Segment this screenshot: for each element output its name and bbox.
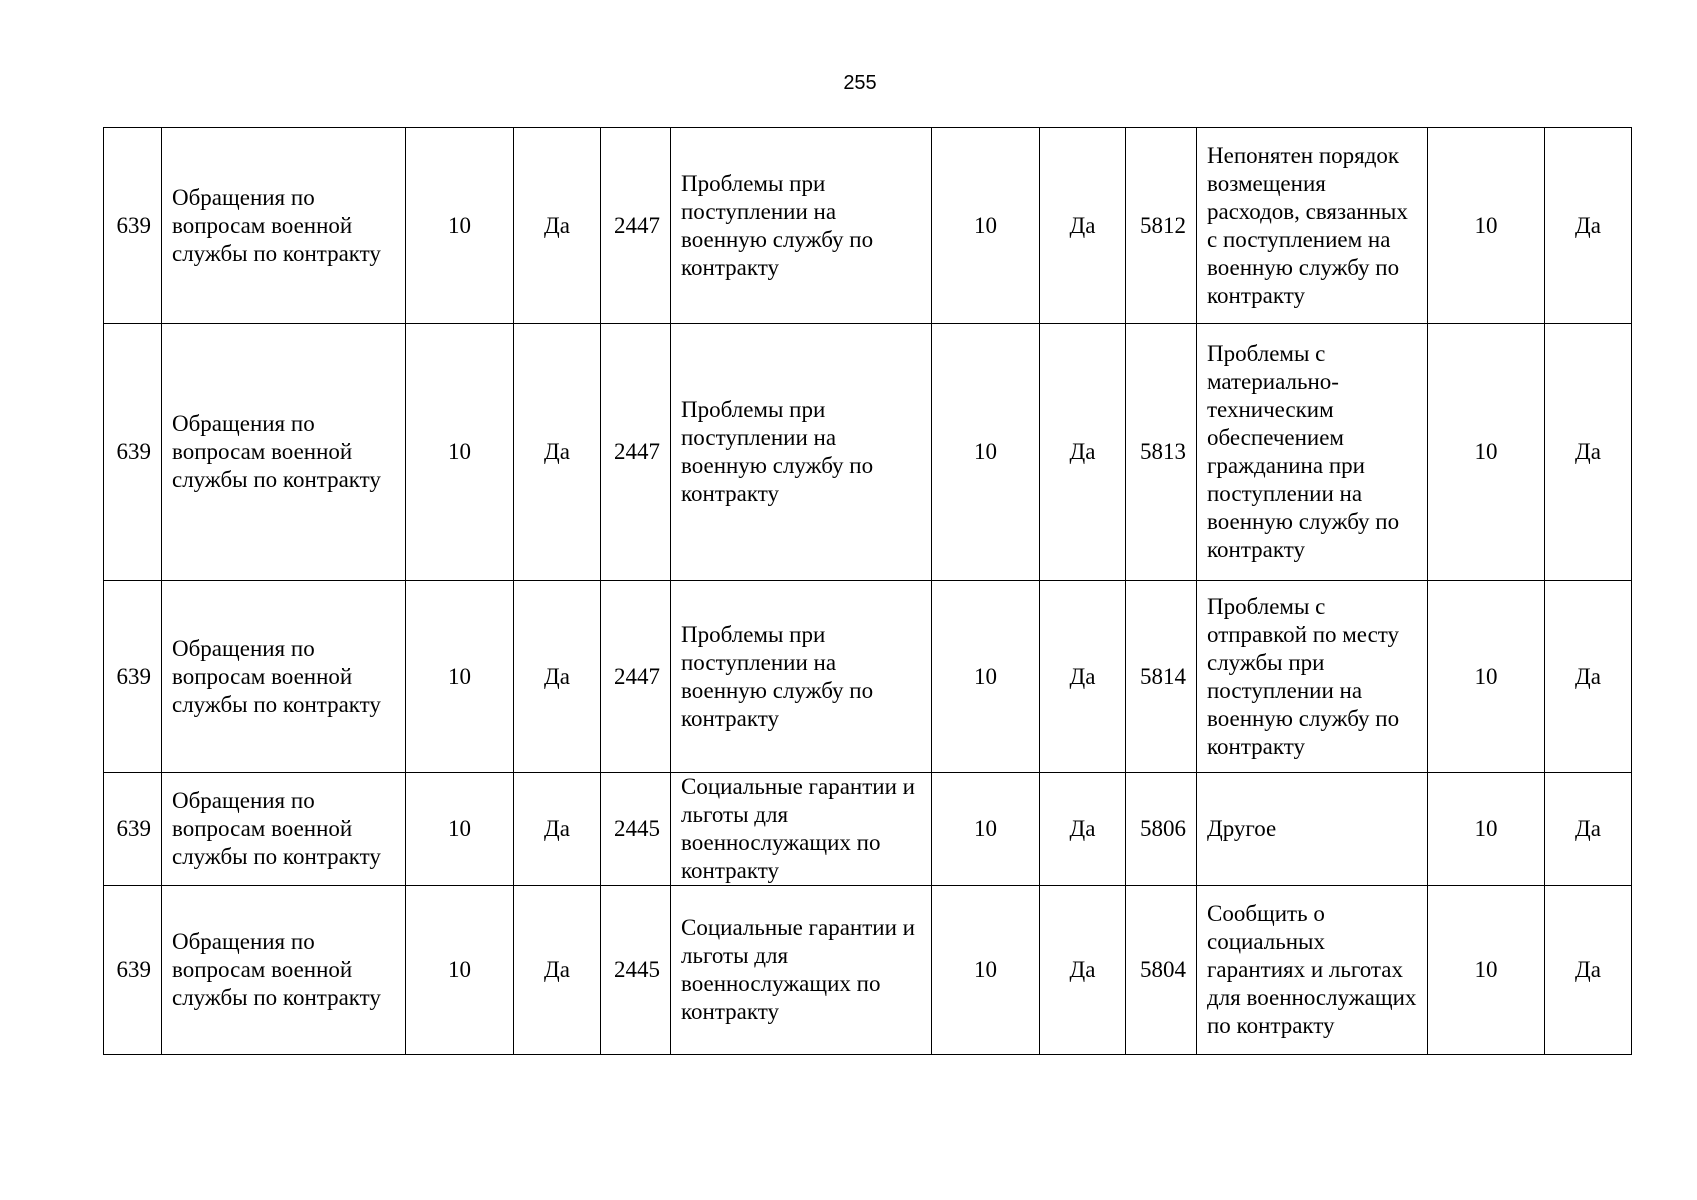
- theme-days-cell: 10: [406, 324, 514, 581]
- theme-code-cell: 639: [104, 886, 162, 1055]
- theme-name-cell: Обращения по вопросам военной службы по контракту: [162, 128, 406, 324]
- theme-days-cell: 10: [406, 128, 514, 324]
- topic-code-cell: 2447: [601, 128, 671, 324]
- topic-code-cell: 2445: [601, 886, 671, 1055]
- subtopic-code-cell: 5806: [1126, 773, 1197, 886]
- subtopic-flag-cell: Да: [1545, 581, 1632, 773]
- topic-days-cell: 10: [932, 128, 1040, 324]
- theme-flag-cell: Да: [514, 324, 601, 581]
- theme-code-cell: 639: [104, 581, 162, 773]
- topic-flag-cell: Да: [1040, 581, 1126, 773]
- topic-days-cell: 10: [932, 773, 1040, 886]
- subtopic-flag-cell: Да: [1545, 324, 1632, 581]
- subtopic-flag-cell: Да: [1545, 773, 1632, 886]
- topic-days-cell: 10: [932, 324, 1040, 581]
- topic-code-cell: 2447: [601, 581, 671, 773]
- subtopic-code-cell: 5812: [1126, 128, 1197, 324]
- topic-flag-cell: Да: [1040, 324, 1126, 581]
- theme-flag-cell: Да: [514, 886, 601, 1055]
- theme-code-cell: 639: [104, 773, 162, 886]
- topic-name-cell: Социальные гарантии и льготы для военнослужащих по контракту: [671, 886, 932, 1055]
- classification-table: [103, 127, 1632, 1055]
- theme-name-cell: Обращения по вопросам военной службы по контракту: [162, 773, 406, 886]
- topic-days-cell: 10: [932, 886, 1040, 1055]
- topic-name-cell: Проблемы при поступлении на военную службу по контракту: [671, 128, 932, 324]
- subtopic-code-cell: 5814: [1126, 581, 1197, 773]
- topic-code-cell: 2447: [601, 324, 671, 581]
- subtopic-code-cell: 5813: [1126, 324, 1197, 581]
- subtopic-flag-cell: Да: [1545, 886, 1632, 1055]
- topic-days-cell: 10: [932, 581, 1040, 773]
- topic-flag-cell: Да: [1040, 773, 1126, 886]
- table-row: [104, 128, 1632, 324]
- theme-name-cell: Обращения по вопросам военной службы по контракту: [162, 324, 406, 581]
- topic-name-cell: Проблемы при поступлении на военную службу по контракту: [671, 581, 932, 773]
- theme-days-cell: 10: [406, 886, 514, 1055]
- subtopic-name-cell: Другое: [1197, 773, 1428, 886]
- table-row: [104, 886, 1632, 1055]
- topic-flag-cell: Да: [1040, 128, 1126, 324]
- topic-name-cell: Социальные гарантии и льготы для военнослужащих по контракту: [671, 773, 932, 886]
- subtopic-days-cell: 10: [1428, 324, 1545, 581]
- subtopic-flag-cell: Да: [1545, 128, 1632, 324]
- subtopic-name-cell: Сообщить о социальных гарантиях и льготах для военнослужащих по контракту: [1197, 886, 1428, 1055]
- theme-flag-cell: Да: [514, 773, 601, 886]
- table-row: [104, 324, 1632, 581]
- theme-name-cell: Обращения по вопросам военной службы по контракту: [162, 886, 406, 1055]
- page-number: 255: [843, 72, 877, 94]
- theme-flag-cell: Да: [514, 581, 601, 773]
- subtopic-name-cell: Проблемы с отправкой по месту службы при поступлении на военную службу по контракту: [1197, 581, 1428, 773]
- subtopic-name-cell: Проблемы с материально-техническим обеспечением гражданина при поступлении на военную службу по контракту: [1197, 324, 1428, 581]
- theme-code-cell: 639: [104, 324, 162, 581]
- subtopic-days-cell: 10: [1428, 886, 1545, 1055]
- table-row: [104, 773, 1632, 886]
- subtopic-name-cell: Непонятен порядок возмещения расходов, связанных с поступлением на военную службу по контракту: [1197, 128, 1428, 324]
- subtopic-days-cell: 10: [1428, 128, 1545, 324]
- subtopic-days-cell: 10: [1428, 581, 1545, 773]
- subtopic-days-cell: 10: [1428, 773, 1545, 886]
- theme-days-cell: 10: [406, 581, 514, 773]
- topic-name-cell: Проблемы при поступлении на военную службу по контракту: [671, 324, 932, 581]
- theme-days-cell: 10: [406, 773, 514, 886]
- table-row: [104, 581, 1632, 773]
- topic-flag-cell: Да: [1040, 886, 1126, 1055]
- theme-flag-cell: Да: [514, 128, 601, 324]
- topic-code-cell: 2445: [601, 773, 671, 886]
- subtopic-code-cell: 5804: [1126, 886, 1197, 1055]
- theme-code-cell: 639: [104, 128, 162, 324]
- theme-name-cell: Обращения по вопросам военной службы по контракту: [162, 581, 406, 773]
